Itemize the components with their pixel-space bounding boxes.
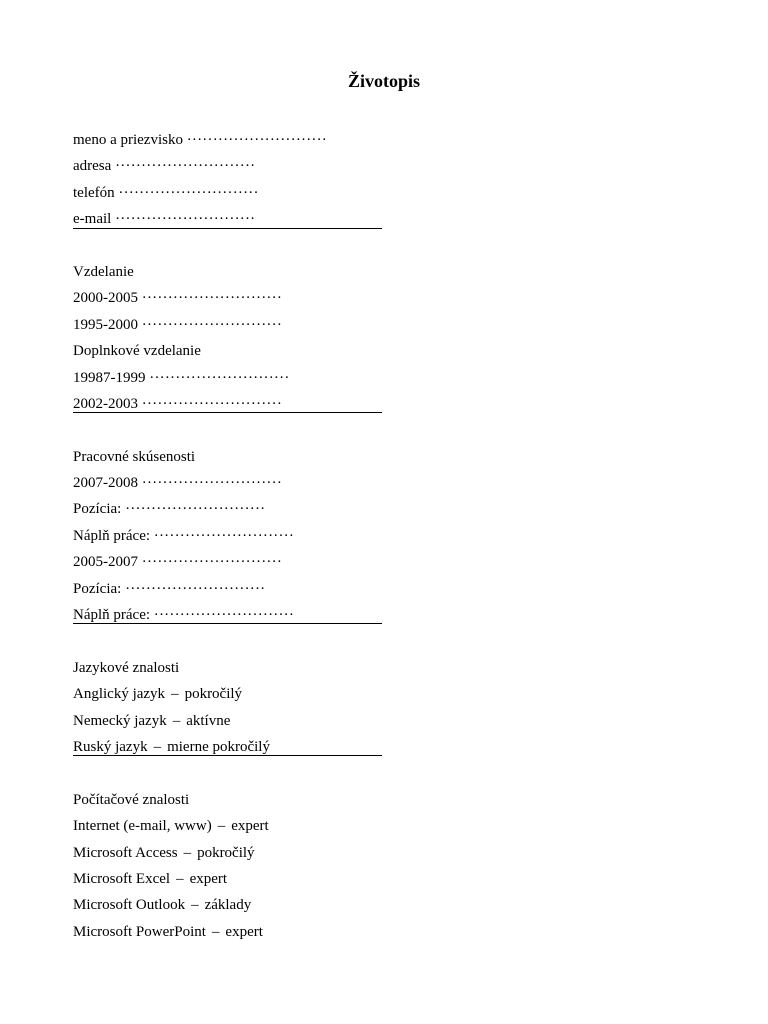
- skill-name: Internet (e-mail, www): [73, 818, 212, 835]
- education-heading: Vzdelanie: [73, 263, 134, 280]
- section-divider: [73, 417, 693, 443]
- section-divider: [73, 760, 693, 786]
- computer-skills-heading: Počítačové znalosti: [73, 791, 190, 808]
- address-dots: ···························: [115, 158, 256, 175]
- job-position-dots: ···························: [125, 501, 266, 518]
- job-duties: [73, 602, 693, 628]
- email-field: [73, 206, 693, 232]
- language-name: Anglický jazyk: [73, 686, 166, 703]
- language-dash: –: [172, 712, 181, 729]
- additional-education-period: 19987-1999: [73, 369, 146, 386]
- skill-dash: –: [183, 844, 192, 861]
- languages-heading: Jazykové znalosti: [73, 659, 180, 676]
- additional-education-item: [73, 365, 693, 391]
- education-item: [73, 312, 693, 338]
- language-dash: –: [171, 686, 179, 703]
- language-level: aktívne: [186, 712, 231, 729]
- skill-level: základy: [204, 897, 252, 914]
- address-label: adresa: [73, 158, 112, 175]
- education-period: 1995-2000: [73, 316, 138, 333]
- job-position-label: Pozícia:: [73, 580, 122, 597]
- language-name: Nemecký jazyk: [73, 712, 167, 729]
- job-duties: [73, 523, 693, 549]
- job-position-label: Pozícia:: [73, 501, 122, 518]
- additional-education-dots: ···························: [141, 395, 283, 412]
- additional-education-period: 2002-2003: [73, 395, 138, 412]
- skill-dash: –: [217, 818, 226, 835]
- language-level: mierne pokročilý: [167, 738, 270, 755]
- skill-dash: –: [211, 923, 220, 940]
- phone-label: telefón: [73, 184, 115, 201]
- skill-level: pokročilý: [197, 844, 255, 861]
- computer-skill-item: [73, 919, 693, 945]
- additional-education-heading: Doplnkové vzdelanie: [73, 343, 201, 360]
- job-duties-dots: ···························: [153, 607, 295, 624]
- email-label: e-mail: [73, 211, 112, 228]
- education-dots: ···························: [141, 290, 283, 307]
- skill-dash: –: [176, 870, 184, 887]
- language-name: Ruský jazyk: [73, 738, 148, 755]
- language-item: [73, 681, 693, 707]
- phone-field: [73, 180, 693, 206]
- skill-name: Microsoft Outlook: [73, 897, 186, 914]
- cv-content: [73, 127, 693, 945]
- section-divider: [73, 628, 693, 654]
- job-position-dots: ···························: [125, 580, 266, 597]
- phone-dots: ···························: [118, 184, 259, 201]
- skill-name: Microsoft PowerPoint: [73, 923, 206, 940]
- skill-level: expert: [231, 818, 269, 835]
- education-dots: ···························: [141, 316, 283, 333]
- job-period-value: 2007-2008: [73, 475, 138, 492]
- name-label: meno a priezvisko: [73, 132, 183, 148]
- job-position: [73, 496, 693, 522]
- skill-name: Microsoft Excel: [73, 870, 171, 887]
- language-level: pokročilý: [184, 686, 243, 703]
- job-period: [73, 470, 693, 496]
- job-duties-label: Náplň práce:: [73, 527, 151, 544]
- computer-skill-item: [73, 813, 693, 839]
- job-duties-dots: ···························: [153, 527, 295, 544]
- experience-heading: Pracovné skúsenosti: [73, 448, 196, 465]
- computer-skill-item: [73, 892, 693, 918]
- computer-skill-item: [73, 840, 693, 866]
- education-period: 2000-2005: [73, 290, 138, 307]
- computer-skill-item: [73, 866, 693, 892]
- address-field: [73, 153, 693, 179]
- additional-education-item: [73, 391, 693, 417]
- skill-level: expert: [189, 870, 228, 887]
- name-field: [73, 127, 693, 153]
- language-item: [73, 708, 693, 734]
- skill-dash: –: [191, 897, 199, 914]
- job-period-dots: ···························: [141, 554, 283, 571]
- job-duties-label: Náplň práce:: [73, 607, 151, 624]
- language-dash: –: [153, 738, 162, 755]
- name-dots: ···························: [186, 132, 327, 148]
- section-divider: [73, 233, 693, 259]
- document-title: Životopis: [347, 71, 421, 91]
- job-position: [73, 576, 693, 602]
- job-period: [73, 549, 693, 575]
- additional-education-dots: ···························: [149, 369, 290, 386]
- skill-level: expert: [225, 923, 263, 940]
- email-dots: ···························: [115, 211, 256, 228]
- job-period-dots: ···························: [141, 475, 283, 492]
- education-item: [73, 285, 693, 311]
- language-item: [73, 734, 693, 760]
- skill-name: Microsoft Access: [73, 844, 178, 861]
- job-period-value: 2005-2007: [73, 554, 138, 571]
